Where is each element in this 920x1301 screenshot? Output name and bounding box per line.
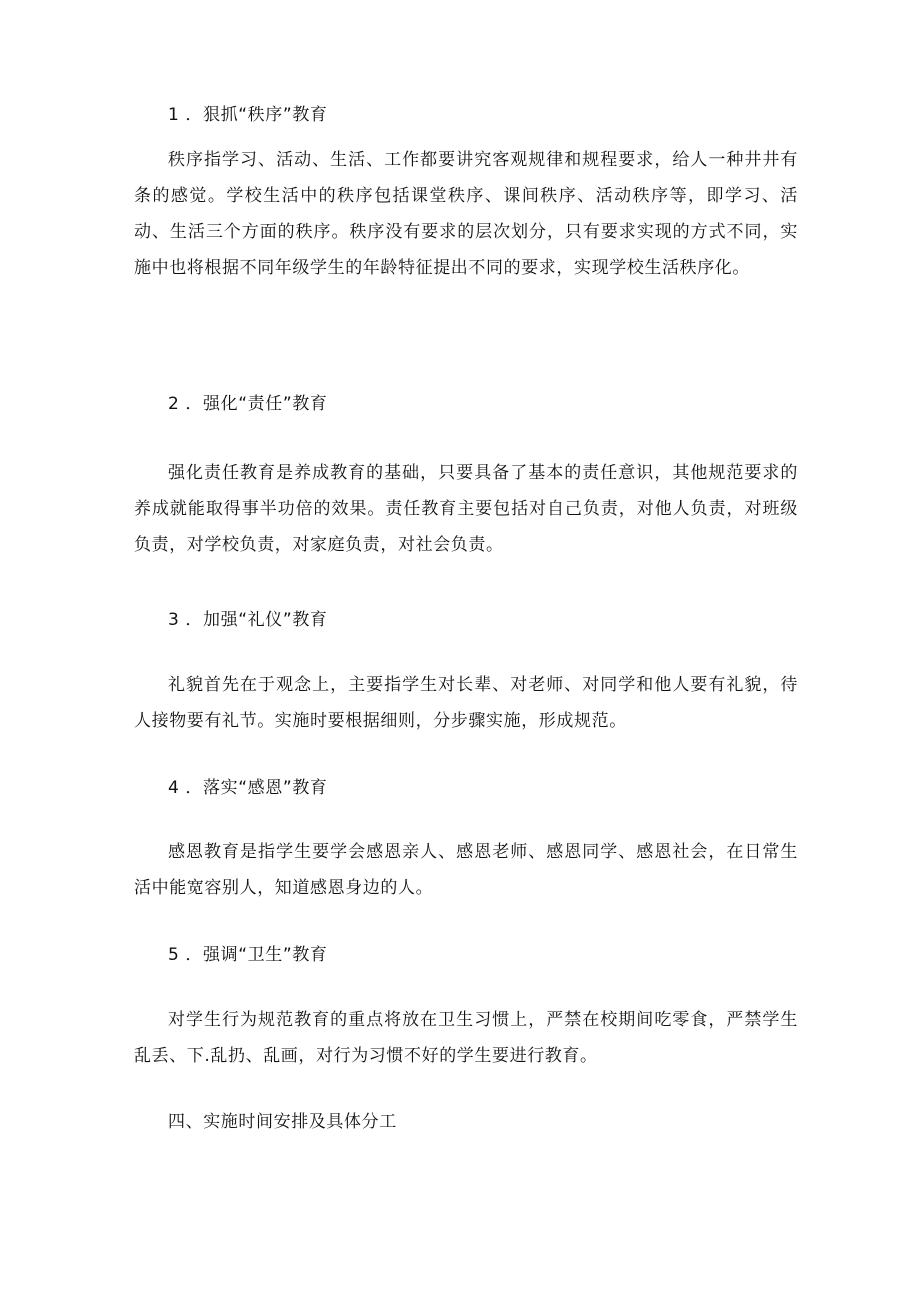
section-2-heading: 2 ．强化“责任”教育 — [168, 394, 328, 414]
section-3-body: 礼貌首先在于观念上，主要指学生对长辈、对老师、对同学和他人要有礼貌，待人接物要有礼节。实施时要根据细则，分步骤实施，形成规范。 — [134, 675, 798, 731]
section-1-body: 秩序指学习、活动、生活、工作都要讲究客观规律和规程要求，给人一种井井有条的感觉。学校生活中的秩序包括课堂秩序、课间秩序、活动秩序等，即学习、活动、生活三个方面的秩序。秩序没有要求的层次划分，只有要求实现的方式不同，实施中也将根据不同年级学生的年龄特征提出不同的要求，实现学校生活秩序化。 — [134, 150, 798, 278]
section-5-heading: 5 ．强调“卫生”教育 — [168, 945, 328, 965]
section-5-body: 对学生行为规范教育的重点将放在卫生习惯上，严禁在校期间吃零食，严禁学生乱丢、下.乱扔、乱画，对行为习惯不好的学生要进行教育。 — [134, 1010, 798, 1066]
section-4-body: 感恩教育是指学生要学会感恩亲人、感恩老师、感恩同学、感恩社会，在日常生活中能宽容别人，知道感恩身边的人。 — [134, 842, 798, 898]
section-3-heading: 3 ．加强“礼仪”教育 — [168, 610, 328, 630]
section-1-heading: 1 ．狠抓“秩序”教育 — [168, 105, 328, 125]
closing-heading: 四、实施时间安排及具体分工 — [168, 1112, 397, 1132]
section-2-body: 强化责任教育是养成教育的基础，只要具备了基本的责任意识，其他规范要求的养成就能取得事半功倍的效果。责任教育主要包括对自己负责，对他人负责，对班级负责，对学校负责，对家庭负责，对社会负责。 — [134, 463, 798, 555]
section-4-heading: 4 ．落实“感恩”教育 — [168, 778, 328, 798]
